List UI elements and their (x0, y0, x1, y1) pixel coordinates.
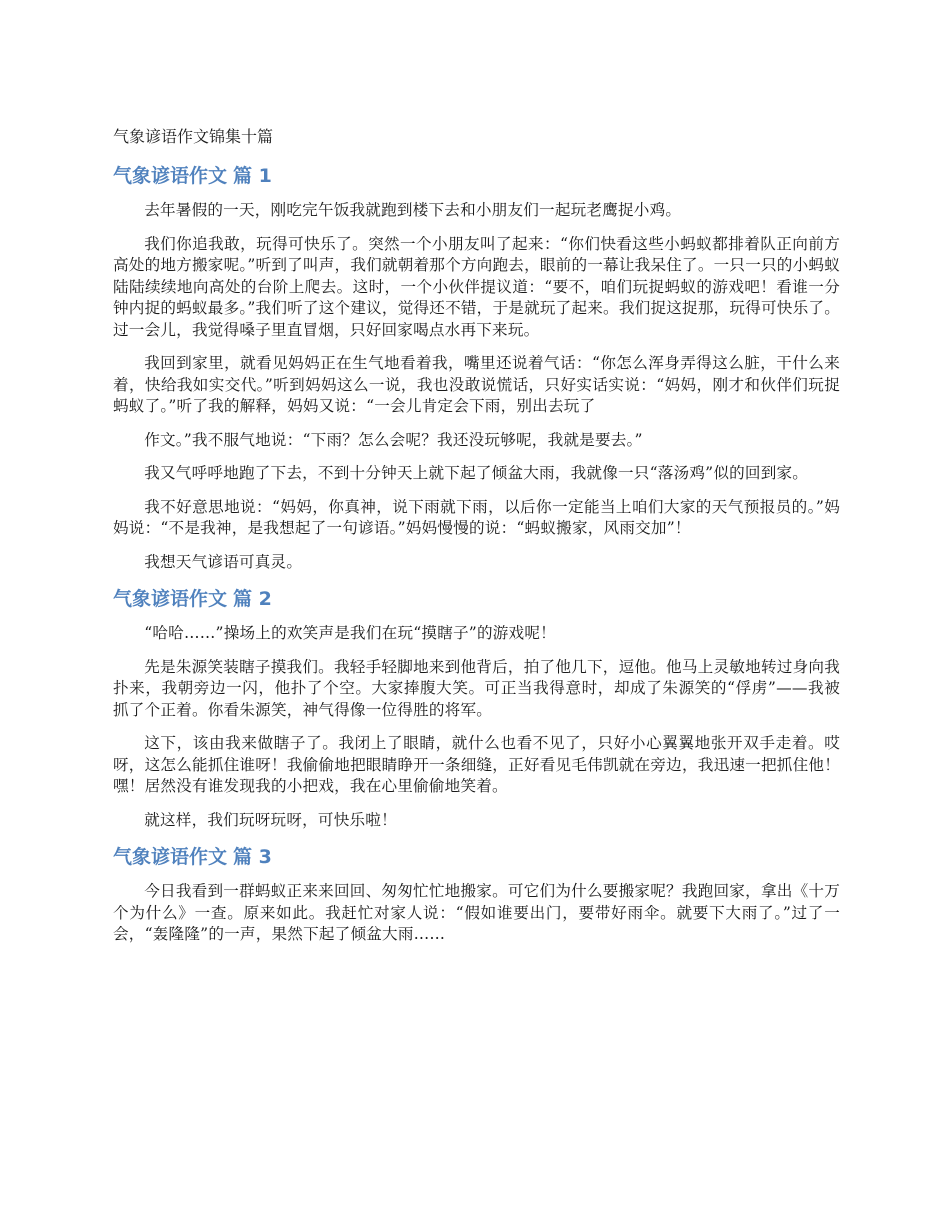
paragraph: 去年暑假的一天，刚吃完午饭我就跑到楼下去和小朋友们一起玩老鹰捉小鸡。 (144, 201, 682, 219)
essay-section-1 (113, 162, 840, 573)
paragraph: 我们你追我敢，玩得可快乐了。突然一个小朋友叫了起来：“你们快看这些小蚂蚁都排着队正向前方高处的地方搬家呢。”听到了叫声，我们就朝着那个方向跑去，眼前的一幕让我呆住了。一只一只的小蚂蚁陆陆续续地向高处的台阶上爬去。这时，一个小伙伴提议道：“要不，咱们玩捉蚂蚁的游戏吧！看谁一分钟内捉的蚂蚁最多。”我们听了这个建议，觉得还不错，于是就玩了起来。我们捉这捉那，玩得可快乐了。过一会儿，我觉得嗓子里直冒烟，只好回家喝点水再下来玩。 (113, 234, 840, 339)
section-number: 篇 2 (233, 588, 272, 610)
section-number: 篇 1 (233, 165, 272, 187)
section-heading (113, 162, 840, 190)
paragraph: 就这样，我们玩呀玩呀，可快乐啦！ (144, 810, 397, 829)
document-page (113, 124, 840, 958)
section-heading (113, 585, 840, 613)
paragraph: 作文。”我不服气地说：“下雨？怎么会呢？我还没玩够呢，我就是要去。” (144, 430, 643, 449)
paragraph: 这下，该由我来做瞎子了。我闭上了眼睛，就什么也看不见了，只好小心翼翼地张开双手走着。哎呀，这怎么能抓住谁呀！我偷偷地把眼睛睁开一条细缝，正好看见毛伟凯就在旁边，我迅速一把抓住他！嘿！居然没有谁发现我的小把戏，我在心里偷偷地笑着。 (113, 734, 840, 795)
section-heading-text: 气象谚语作文 (113, 846, 228, 868)
paragraph: 先是朱源笑装瞎子摸我们。我轻手轻脚地来到他背后，拍了他几下，逗他。他马上灵敏地转过身向我扑来，我朝旁边一闪，他扑了个空。大家捧腹大笑。可正当我得意时，却成了朱源笑的“俘虏”——我被抓了个正着。你看朱源笑，神气得像一位得胜的将军。 (113, 657, 840, 719)
section-heading-text: 气象谚语作文 (113, 588, 228, 610)
paragraph: 我回到家里，就看见妈妈正在生气地看着我，嘴里还说着气话：“你怎么浑身弄得这么脏，干什么来着，快给我如实交代。”听到妈妈这么一说，我也没敢说慌话，只好实话实说：“妈妈，刚才和伙伴们玩捉蚂蚁了。”听了我的解释，妈妈又说：“一会儿肯定会下雨，别出去玩了 (113, 354, 840, 415)
paragraph: 今日我看到一群蚂蚁正来来回回、匆匆忙忙地搬家。可它们为什么要搬家呢？我跑回家，拿出《十万个为什么》一查。原来如此。我赶忙对家人说：“假如谁要出门，要带好雨伞。就要下大雨了。”过了一会，“轰隆隆”的一声，果然下起了倾盆大雨…… (113, 882, 840, 943)
paragraph: 我又气呼呼地跑了下去，不到十分钟天上就下起了倾盆大雨，我就像一只“落汤鸡”似的回到家。 (144, 464, 809, 482)
paragraph: 我不好意思地说：“妈妈，你真神，说下雨就下雨，以后你一定能当上咱们大家的天气预报员的。”妈妈说：“不是我神，是我想起了一句谚语。”妈妈慢慢的说：“蚂蚁搬家，风雨交加”！ (113, 497, 840, 537)
section-heading (113, 843, 840, 871)
paragraph: 我想天气谚语可真灵。 (144, 552, 303, 571)
section-number: 篇 3 (233, 846, 272, 868)
section-heading-text: 气象谚语作文 (113, 165, 228, 187)
paragraph: “哈哈……”操场上的欢笑声是我们在玩“摸瞎子”的游戏呢！ (144, 624, 556, 642)
document-title: 气象谚语作文锦集十篇 (113, 127, 274, 146)
essay-section-3 (113, 843, 840, 946)
essay-section-2 (113, 585, 840, 831)
